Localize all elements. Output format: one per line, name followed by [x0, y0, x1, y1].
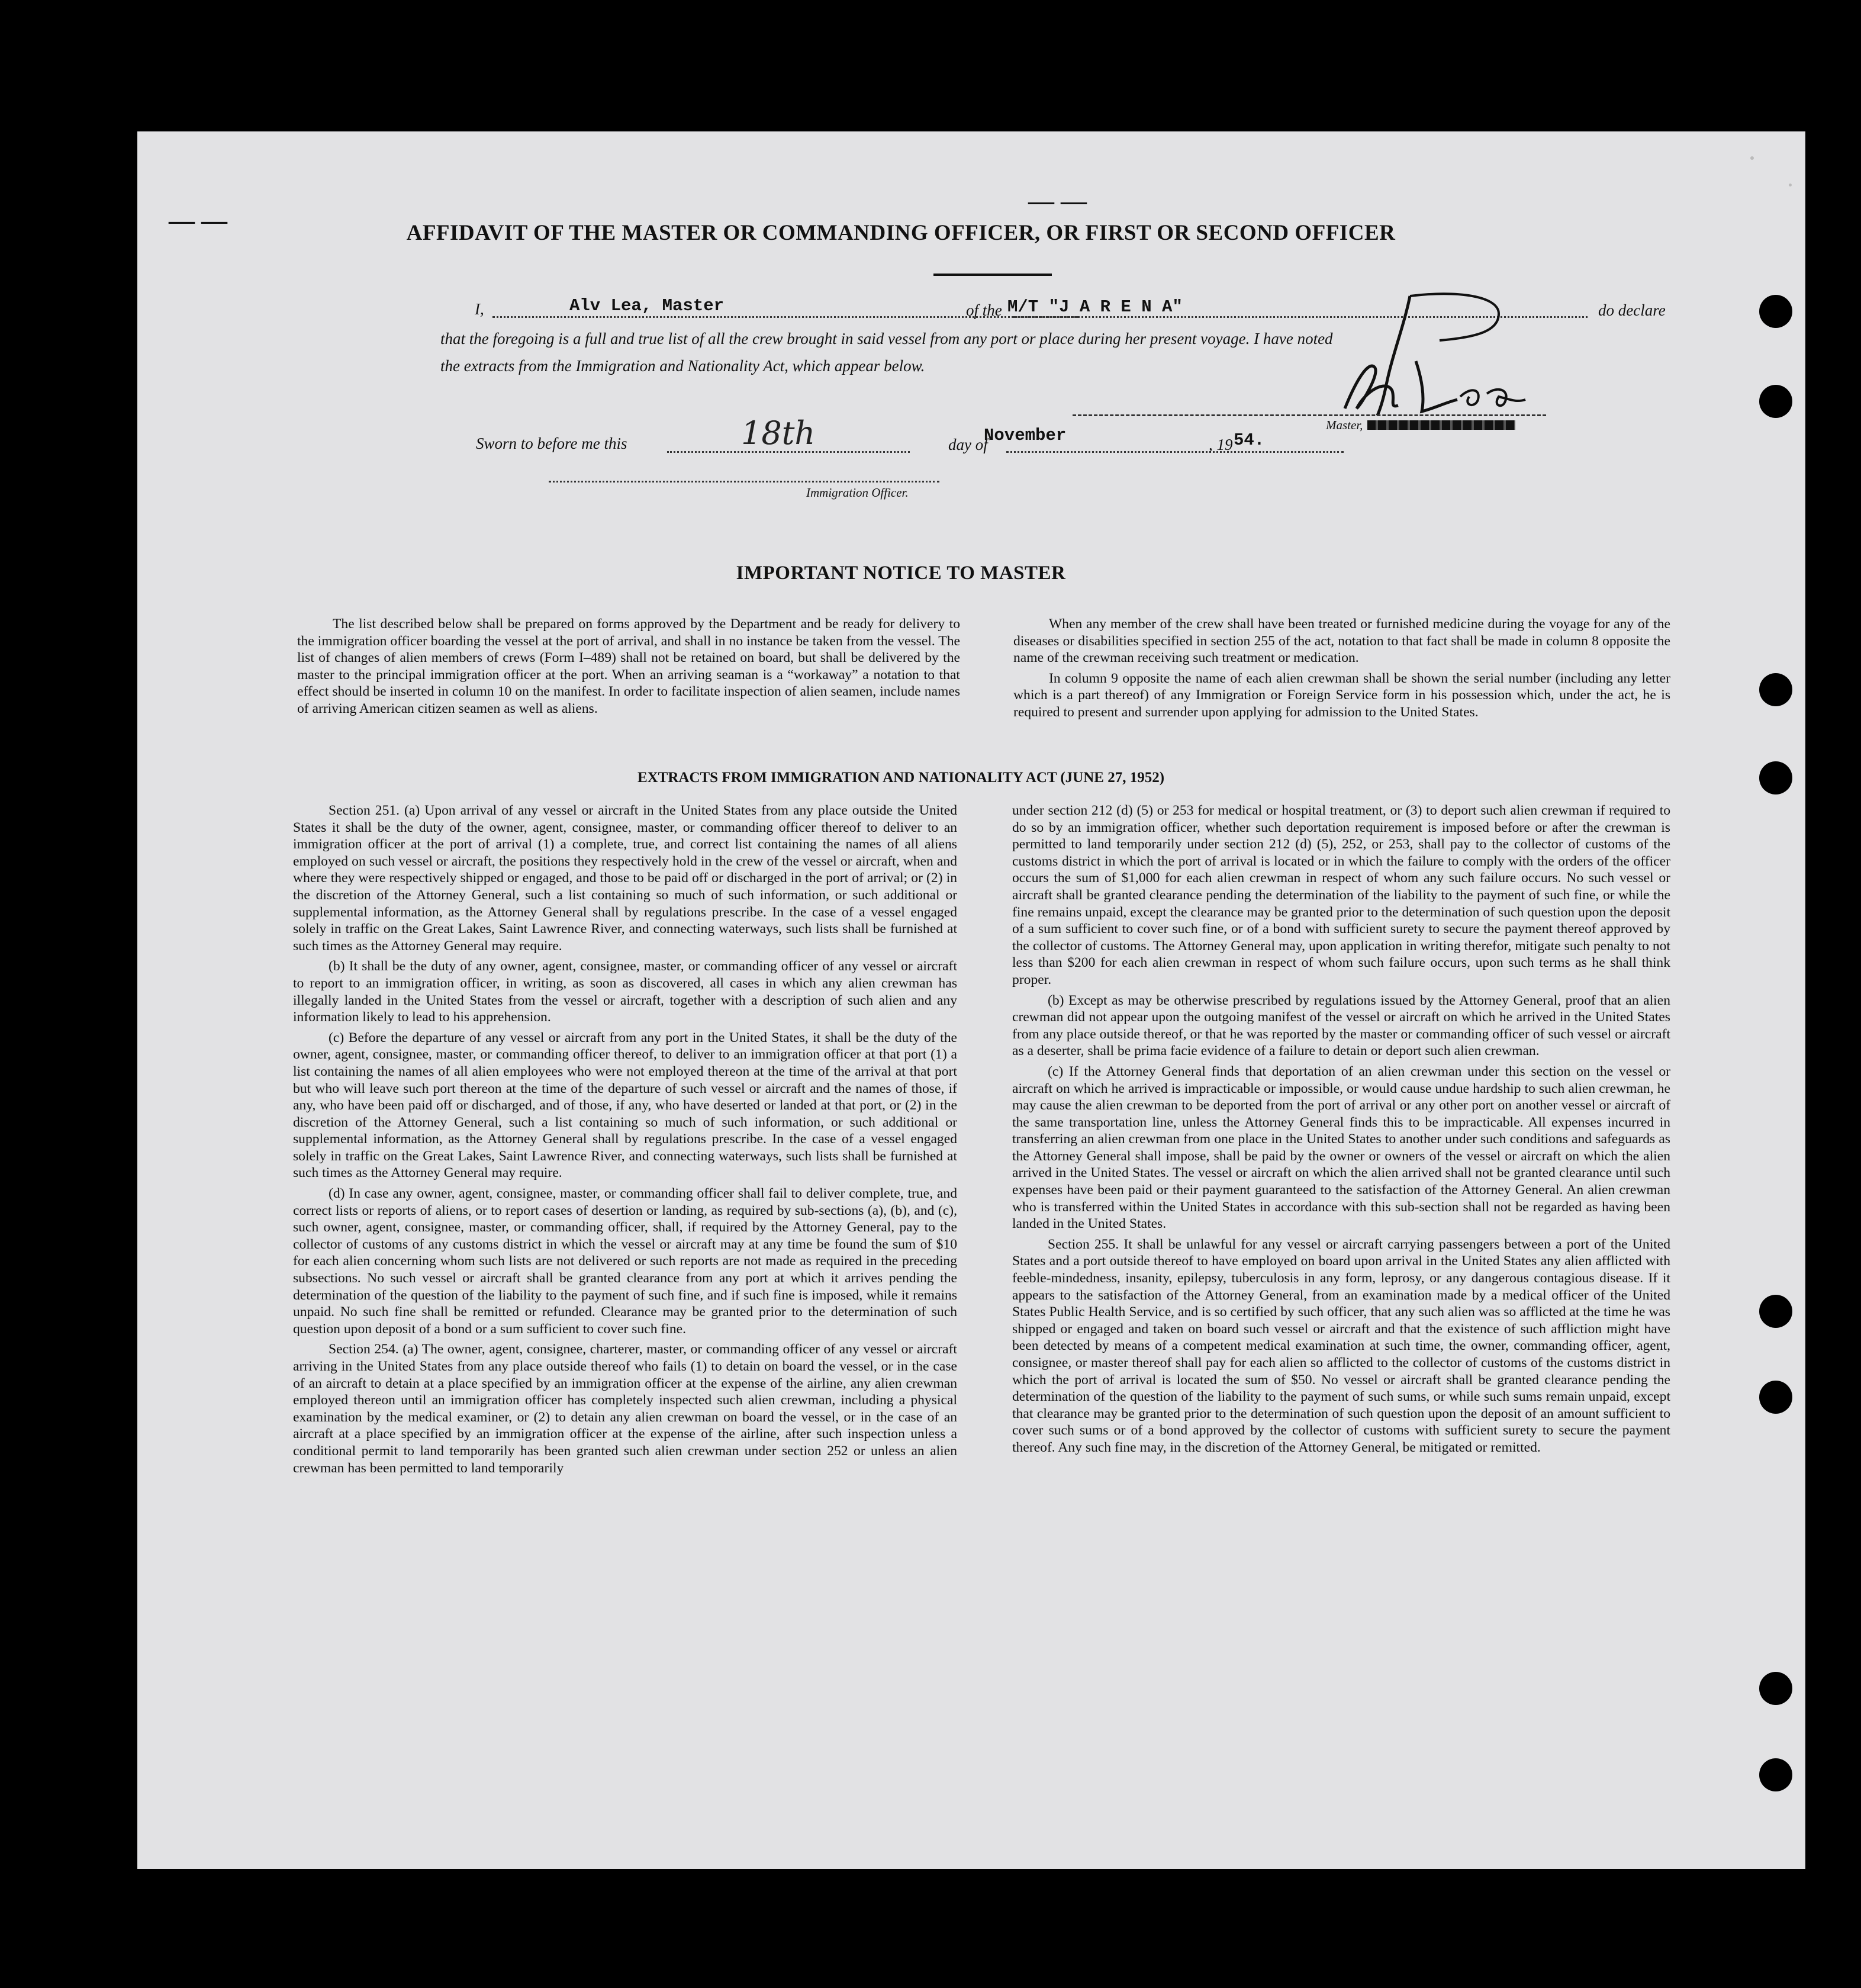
declaration-line-2: that the foregoing is a full and true list of all the crew brought in said vessel from any port or place during her present voyage. I have noted	[440, 330, 1333, 348]
act-paragraph: (c) Before the departure of any vessel or aircraft from any port in the United States, it shall be the duty of the owner, agent, consignee, master, or commanding officer thereof, to deliver to an immigration officer at that port (1) a list containing the names of all alien employees who were not employed thereon at the time of the arrival at that port but who will leave such port thereon at the time of the departure of such vessel or aircraft and the names of those, if any, who have been paid off or discharged, and of those, if any, who have deserted or landed at that port, or (2) in the discretion of the Attorney General, such a list containing so much of such information, or such additional or supplemental information, as the Attorney General shall by regulations prescribe. In the case of a vessel engaged solely in traffic on the Great Lakes, Saint Lawrence River, and connecting waterways, such lists shall be furnished at such times as the Attorney General may require.	[293, 1030, 957, 1181]
day-of-label: day of	[948, 436, 988, 453]
scan-speck	[1789, 184, 1792, 186]
punch-hole	[1759, 1758, 1792, 1791]
sworn-label: Sworn to before me this	[476, 435, 627, 452]
notice-title: IMPORTANT NOTICE TO MASTER	[736, 562, 1066, 584]
extracts-title: EXTRACTS FROM IMMIGRATION AND NATIONALITY ACT (JUNE 27, 1952)	[637, 770, 1165, 786]
notice-left-column	[297, 616, 960, 721]
notice-paragraph: The list described below shall be prepared on forms approved by the Department and be ready for delivery to the immigration officer boarding the vessel at the port of arrival, and shall in no instance be taken from the vessel. The list of changes of alien members of crews (Form I–489) shall not be retained on board, but shall be delivered by the master to the principal immigration officer at the port. When an arriving seaman is a “workaway” a notation to that effect should be inserted in column 10 on the manifest. In order to facilitate inspection of alien seamen, include names of arriving American citizen seamen as well as aliens.	[297, 616, 960, 716]
act-paragraph: (d) In case any owner, agent, consignee, master, or commanding officer shall fail to deliver complete, true, and correct lists or reports of aliens, or to report cases of desertion or landing, as required by sub-sections (a), (b), and (c), such owner, agent, consignee, master, or commanding officer, shall, if required by the Attorney General, pay to the collector of customs of any customs district in which the vessel or aircraft may at any time be found the sum of $10 for each alien concerning whom such lists are not delivered or such reports are not made as required in the preceding subsections. No such vessel or aircraft shall be granted clearance from any port at which it arrives pending the determination of the question of the liability to the payment of such fine, and if such fine is imposed, while it remains unpaid. No such fine shall be remitted or refunded. Clearance may be granted prior to the determination of such question upon deposit of a bond or a sum sufficient to cover such fine.	[293, 1186, 957, 1337]
punch-hole	[1759, 761, 1792, 794]
extracts-right-column	[1012, 802, 1670, 1460]
master-label: Master,	[1326, 418, 1363, 432]
do-declare-label: do declare	[1598, 301, 1666, 319]
punch-hole	[1759, 295, 1792, 328]
vessel-name: M/T "J A R E N A"	[1007, 297, 1183, 317]
punch-hole	[1759, 1295, 1792, 1328]
notice-right-column	[1013, 616, 1670, 725]
sworn-day: 18th	[741, 414, 816, 452]
punch-hole	[1759, 673, 1792, 706]
master-signature	[1321, 290, 1617, 426]
punch-hole	[1759, 1672, 1792, 1705]
notice-paragraph: When any member of the crew shall have been treated or furnished medicine during the voyage for any of the diseases or disabilities specified in section 255 of the act, notation to that fact shall be made in column 8 opposite the name of the crewman receiving such treatment or medication.	[1013, 616, 1670, 666]
act-paragraph: (c) If the Attorney General finds that deportation of an alien crewman under this section on the vessel or aircraft on which he arrived is impracticable or impossible, or would cause undue hardship to such alien crewman, he may cause the alien crewman to be deported from the port of arrival or any other port on another vessel or aircraft of the same transportation line, unless the Attorney General finds this to be impracticable. All expenses incurred in transferring an alien crewman from one place in the United States to another under such conditions and safeguards as the Attorney General shall impose, shall be paid by the owner or owners of the vessel or aircraft on which the alien arrived in the United States. The vessel or aircraft on which the alien arrived shall not be granted clearance until such expenses have been paid or their payment guaranteed to the satisfaction of the Attorney General. An alien crewman who is transferred within the United States in accordance with this sub-section shall not be regarded as having been landed in the United States.	[1012, 1063, 1670, 1232]
notice-paragraph: In column 9 opposite the name of each alien crewman shall be shown the serial number (including any letter which is a part thereof) of any Immigration or Foreign Service form in his possession which, under the act, he is required to present and surrender upon applying for admission to the United States.	[1013, 670, 1670, 720]
act-paragraph: (b) Except as may be otherwise prescribed by regulations issued by the Attorney General, proof that an alien crewman did not appear upon the outgoing manifest of the vessel or aircraft on which he arrived in the United States from any place outside thereof, or that he was reported by the master or commanding officer of such vessel or aircraft as a deserter, shall be prima facie evidence of a failure to detain or deport such alien crewman.	[1012, 992, 1670, 1059]
act-paragraph: Section 255. It shall be unlawful for any vessel or aircraft carrying passengers between a port of the United States and a port outside thereof to have employed on board upon arrival in the United States any alien afflicted with feeble-mindedness, insanity, epilepsy, tuberculosis in any form, leprosy, or any dangerous contagious disease. If it appears to the satisfaction of the Attorney General, from an examination made by a medical officer of the United States Public Health Service, and is so certified by such officer, that any such alien was so afflicted at the time he was shipped or engaged and taken on board such vessel or aircraft and that the existence of such affliction might have been detected by means of a competent medical examination at such time, the owner, commanding officer, agent, consignee, or master thereof shall pay for each alien so afflicted to the collector of customs of the customs district in which the port of arrival is located the sum of $50. No vessel or aircraft shall be granted clearance pending the determination of the question of the liability to the payment of such sums, or while such sums remain unpaid, except that clearance may be granted prior to the determination of such question upon the deposit of an amount sufficient to cover such sums or of a bond approved by the collector of customs with sufficient surety to secure the payment thereof. Any such fine may, in the discretion of the Attorney General, be mitigated or remitted.	[1012, 1236, 1670, 1455]
officer-signature-line	[549, 481, 939, 482]
punch-hole	[1759, 385, 1792, 418]
i-label: I,	[475, 300, 484, 318]
punch-hole	[1759, 1381, 1792, 1414]
declaration-line-3: the extracts from the Immigration and Nationality Act, which appear below.	[440, 357, 925, 375]
document-page	[137, 131, 1805, 1869]
header-dash: — —	[169, 206, 227, 235]
act-paragraph: (b) It shall be the duty of any owner, agent, consignee, master, or commanding officer of any vessel or aircraft to report to an immigration officer, in writing, as soon as discovered, all cases in which any alien crewman has illegally landed in the United States from the vessel or aircraft, together with a description of such alien and any information likely to lead to his apprehension.	[293, 958, 957, 1025]
master-name: Alv Lea, Master	[569, 296, 725, 316]
year-prefix: , 19	[1209, 436, 1233, 453]
scan-speck	[1750, 156, 1754, 160]
immigration-officer-label: Immigration Officer.	[806, 485, 909, 500]
extracts-left-column	[293, 802, 957, 1480]
struck-title-text	[1367, 420, 1515, 430]
month-line	[1006, 451, 1344, 453]
act-paragraph: under section 212 (d) (5) or 253 for medical or hospital treatment, or (3) to deport such alien crewman if required to do so by an immigration officer, whether such deportation requirement is imposed before or after the crewman is permitted to land temporarily under section 212 (d) (5), 252, or 253, shall pay to the collector of customs of the customs district in which the port of arrival is located or in which the failure to comply with the orders of the officer occurs the sum of $1,000 for each alien crewman in respect of whom any such failure occurs. No such vessel or aircraft shall be granted clearance pending the determination of the liability to the payment of such fine, or while the fine remains unpaid, except the clearance may be granted prior to the determination of such question upon the deposit of a sum sufficient to cover such fine, or of a bond with sufficient surety to secure the payment thereof approved by the collector of customs. The Attorney General may, upon application in writing therefor, mitigate such penalty to not less than $200 for each alien crewman in respect of whom such failure occurs, upon such terms as he shall think proper.	[1012, 803, 1670, 987]
act-paragraph: Section 254. (a) The owner, agent, consignee, charterer, master, or commanding officer of any vessel or aircraft arriving in the United States from any place outside thereof who fails (1) to detain on board the vessel, or in the case of an aircraft to detain at a place specified by an immigration officer at the expense of the airline, any alien crewman employed thereon until an immigration officer has completely inspected such alien crewman, including a physical examination by the medical examiner, or (2) to detain any alien crewman on board the vessel, or in the case of an aircraft at a place specified by an immigration officer at the expense of the airline, after such inspection unless a conditional permit to land temporarily has been granted such alien crewman under section 252 or unless an alien crewman has been permitted to land temporarily	[293, 1342, 957, 1476]
of-the-label: of the	[966, 301, 1002, 319]
year-suffix: 54.	[1234, 430, 1265, 450]
sworn-month: November	[984, 426, 1067, 445]
act-paragraph: Section 251. (a) Upon arrival of any vessel or aircraft in the United States from any place outside the United States it shall be the duty of the owner, agent, consignee, master, or commanding officer thereof to deliver to an immigration officer at the port of arrival (1) a complete, true, and correct list containing the names of all aliens employed on such vessel or aircraft, the positions they respectively hold in the crew of the vessel or aircraft, when and where they were respectively shipped or engaged, and those to be paid off or discharged in the port of arrival; or (2) in the discretion of the Attorney General, such a list containing so much of such information, or such additional or supplemental information, as the Attorney General shall by regulations prescribe. In the case of a vessel engaged solely in traffic on the Great Lakes, Saint Lawrence River, and connecting waterways, such lists shall be furnished at such times as the Attorney General may require.	[293, 803, 957, 954]
affidavit-title: AFFIDAVIT OF THE MASTER OR COMMANDING OFFICER, OR FIRST OR SECOND OFFICER	[406, 221, 1396, 245]
title-rule	[933, 274, 1052, 276]
signature-line	[1073, 414, 1546, 416]
header-dash: — —	[1028, 186, 1087, 215]
